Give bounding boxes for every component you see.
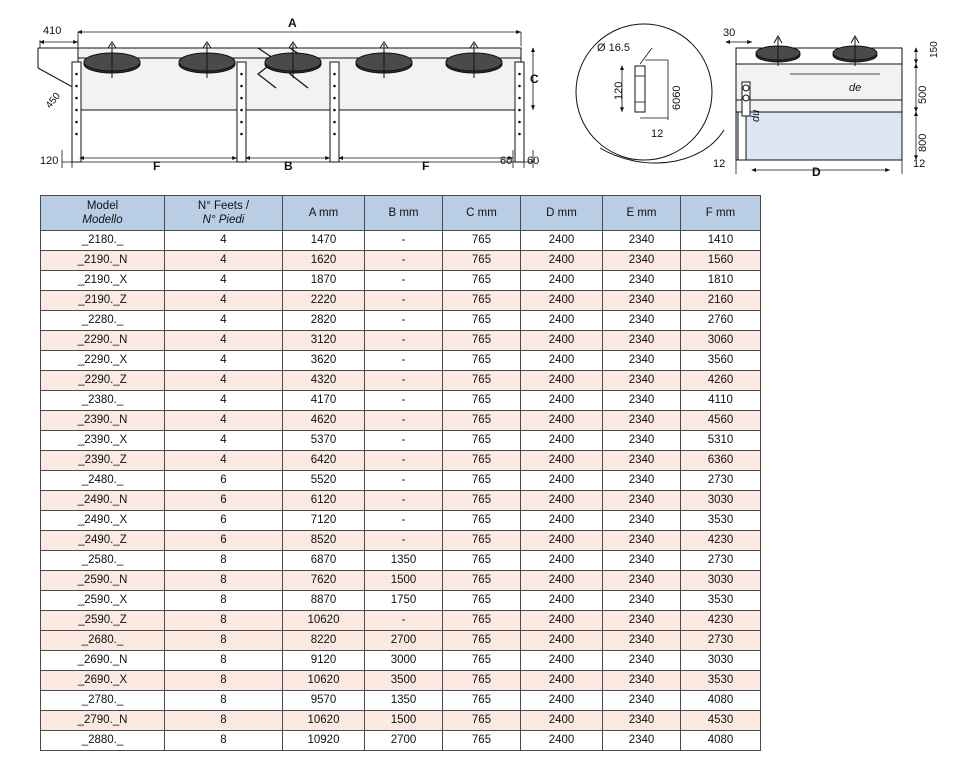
dim-b-label: B [284,159,293,173]
cell-model: _2180._ [41,231,165,251]
cell-b: 3500 [365,671,443,691]
cell-a: 6870 [283,551,365,571]
cell-b: 1350 [365,691,443,711]
cell-model: _2580._ [41,551,165,571]
technical-drawing [0,0,964,185]
cell-feets: 4 [165,311,283,331]
cell-e: 2340 [603,291,681,311]
cell-a: 7620 [283,571,365,591]
cell-c: 765 [443,431,521,451]
cell-a: 7120 [283,511,365,531]
cell-c: 765 [443,571,521,591]
cell-a: 10920 [283,731,365,751]
cell-feets: 8 [165,651,283,671]
cell-a: 8220 [283,631,365,651]
cell-f: 2760 [681,311,761,331]
spec-table [40,195,761,751]
cell-feets: 4 [165,431,283,451]
cell-model: _2290._N [41,331,165,351]
cell-e: 2340 [603,671,681,691]
table-body [41,231,761,751]
cell-a: 10620 [283,611,365,631]
cell-f: 2730 [681,471,761,491]
cell-b: - [365,411,443,431]
cell-c: 765 [443,331,521,351]
cell-b: - [365,331,443,351]
cell-c: 765 [443,551,521,571]
cell-feets: 4 [165,331,283,351]
dim-d-label: D [812,165,821,179]
cell-e: 2340 [603,351,681,371]
cell-model: _2390._X [41,431,165,451]
cell-c: 765 [443,411,521,431]
cell-a: 3120 [283,331,365,351]
dim-c-label: C [530,72,539,86]
cell-f: 3530 [681,591,761,611]
cell-f: 5310 [681,431,761,451]
cell-e: 2340 [603,371,681,391]
cell-f: 4560 [681,411,761,431]
cell-b: - [365,371,443,391]
cell-f: 6360 [681,451,761,471]
cell-c: 765 [443,491,521,511]
table-row [41,371,761,391]
table-row [41,251,761,271]
dim-12-right-label: 12 [913,158,926,170]
cell-model: _2790._N [41,711,165,731]
cell-b: - [365,471,443,491]
cell-feets: 8 [165,591,283,611]
cell-feets: 8 [165,571,283,591]
table-row [41,391,761,411]
cell-d: 2400 [521,671,603,691]
cell-model: _2390._Z [41,451,165,471]
cell-c: 765 [443,311,521,331]
cell-d: 2400 [521,431,603,451]
dim-450-label: 450 [44,90,63,111]
cell-a: 9120 [283,651,365,671]
cell-model: _2590._Z [41,611,165,631]
cell-e: 2340 [603,491,681,511]
table-row [41,531,761,551]
dim-de-label: de [849,82,862,94]
cell-c: 765 [443,391,521,411]
cell-model: _2480._ [41,471,165,491]
table-row [41,651,761,671]
table-row [41,571,761,591]
cell-e: 2340 [603,591,681,611]
col-header-feets-it: N° Piedi [202,214,245,226]
cell-b: - [365,391,443,411]
cell-e: 2340 [603,231,681,251]
table-header-row [41,196,761,231]
table-row [41,611,761,631]
cell-b: - [365,491,443,511]
cell-c: 765 [443,591,521,611]
cell-feets: 6 [165,531,283,551]
cell-feets: 4 [165,451,283,471]
dim-6060-label: 6060 [671,85,683,110]
cell-c: 765 [443,271,521,291]
cell-d: 2400 [521,291,603,311]
cell-f: 4230 [681,611,761,631]
cell-b: 3000 [365,651,443,671]
cell-model: _2290._X [41,351,165,371]
cell-e: 2340 [603,411,681,431]
cell-a: 10620 [283,671,365,691]
cell-d: 2400 [521,611,603,631]
cell-d: 2400 [521,271,603,291]
cell-b: 1350 [365,551,443,571]
col-header-b: B mm [365,196,443,231]
dim-120-left-label: 120 [40,155,59,167]
dim-12-left-label: 12 [713,158,726,170]
cell-a: 4620 [283,411,365,431]
cell-a: 9570 [283,691,365,711]
cell-e: 2340 [603,511,681,531]
col-header-f: F mm [681,196,761,231]
table-row [41,491,761,511]
cell-model: _2590._X [41,591,165,611]
cell-e: 2340 [603,331,681,351]
table-row [41,711,761,731]
col-header-feets [165,196,283,231]
cell-f: 3030 [681,571,761,591]
cell-c: 765 [443,351,521,371]
cell-a: 8520 [283,531,365,551]
cell-model: _2190._Z [41,291,165,311]
cell-b: - [365,431,443,451]
table-row [41,311,761,331]
cell-a: 3620 [283,351,365,371]
cell-c: 765 [443,671,521,691]
table-row [41,331,761,351]
col-header-c: C mm [443,196,521,231]
cell-e: 2340 [603,531,681,551]
cell-d: 2400 [521,531,603,551]
cell-a: 8870 [283,591,365,611]
cell-c: 765 [443,471,521,491]
cell-d: 2400 [521,551,603,571]
table-row [41,511,761,531]
table-row [41,271,761,291]
cell-f: 3530 [681,511,761,531]
cell-feets: 8 [165,551,283,571]
cell-model: _2280._ [41,311,165,331]
cell-model: _2490._X [41,511,165,531]
dim-f-right-label: F [422,159,430,173]
cell-d: 2400 [521,491,603,511]
cell-c: 765 [443,251,521,271]
cell-feets: 4 [165,411,283,431]
cell-a: 4170 [283,391,365,411]
cell-b: - [365,611,443,631]
cell-d: 2400 [521,351,603,371]
table-row [41,691,761,711]
cell-c: 765 [443,451,521,471]
cell-b: 2700 [365,731,443,751]
cell-f: 4080 [681,731,761,751]
cell-feets: 6 [165,511,283,531]
cell-model: _2880._ [41,731,165,751]
table-row [41,351,761,371]
cell-feets: 4 [165,271,283,291]
col-header-d: D mm [521,196,603,231]
dim-30-label: 30 [723,27,736,39]
cell-feets: 8 [165,711,283,731]
dim-diameter-label: Ø 16.5 [597,42,631,54]
cell-e: 2340 [603,651,681,671]
cell-a: 2820 [283,311,365,331]
cell-f: 2160 [681,291,761,311]
cell-f: 3060 [681,331,761,351]
dim-150-label: 150 [929,41,940,58]
cell-e: 2340 [603,271,681,291]
cell-model: _2490._Z [41,531,165,551]
cell-feets: 8 [165,671,283,691]
dim-f-left-label: F [153,159,161,173]
cell-b: - [365,311,443,331]
cell-model: _2190._X [41,271,165,291]
cell-e: 2340 [603,431,681,451]
col-header-model-en: Model [86,200,119,212]
cell-c: 765 [443,611,521,631]
cell-d: 2400 [521,471,603,491]
cell-f: 3530 [681,671,761,691]
cell-c: 765 [443,731,521,751]
dim-60-left-label: 60 [500,155,513,167]
table-row [41,551,761,571]
cell-d: 2400 [521,631,603,651]
cell-model: _2190._N [41,251,165,271]
col-header-feets-en: N° Feets / [197,200,250,212]
cell-model: _2690._X [41,671,165,691]
cell-b: - [365,251,443,271]
cell-model: _2780._ [41,691,165,711]
cell-c: 765 [443,291,521,311]
cell-f: 3560 [681,351,761,371]
table-row [41,591,761,611]
cell-b: 1500 [365,711,443,731]
cell-b: - [365,231,443,251]
cell-d: 2400 [521,331,603,351]
cell-f: 4110 [681,391,761,411]
cell-b: - [365,271,443,291]
cell-f: 4530 [681,711,761,731]
cell-f: 4230 [681,531,761,551]
col-header-model [41,196,165,231]
cell-c: 765 [443,231,521,251]
cell-feets: 8 [165,631,283,651]
cell-b: - [365,351,443,371]
cell-f: 1810 [681,271,761,291]
cell-e: 2340 [603,711,681,731]
cell-d: 2400 [521,371,603,391]
cell-model: _2290._Z [41,371,165,391]
cell-a: 10620 [283,711,365,731]
cell-e: 2340 [603,731,681,751]
dim-500-label: 500 [917,85,929,104]
cell-feets: 4 [165,231,283,251]
cell-e: 2340 [603,611,681,631]
cell-f: 3030 [681,651,761,671]
dim-800-label: 800 [917,133,929,152]
cell-c: 765 [443,651,521,671]
cell-d: 2400 [521,411,603,431]
cell-a: 4320 [283,371,365,391]
dim-60-right-label: 60 [527,155,540,167]
cell-a: 1870 [283,271,365,291]
table-head [41,196,761,231]
cell-a: 5520 [283,471,365,491]
cell-b: - [365,291,443,311]
cell-c: 765 [443,711,521,731]
cell-feets: 6 [165,491,283,511]
cell-e: 2340 [603,571,681,591]
cell-e: 2340 [603,311,681,331]
cell-feets: 4 [165,391,283,411]
table-row [41,431,761,451]
cell-feets: 4 [165,251,283,271]
table-row [41,671,761,691]
cell-model: _2690._N [41,651,165,671]
table-row [41,451,761,471]
cell-model: _2680._ [41,631,165,651]
cell-b: 1500 [365,571,443,591]
cell-e: 2340 [603,631,681,651]
cell-c: 765 [443,511,521,531]
cell-d: 2400 [521,231,603,251]
cell-d: 2400 [521,251,603,271]
cell-b: 2700 [365,631,443,651]
cell-e: 2340 [603,251,681,271]
cell-feets: 8 [165,691,283,711]
cell-d: 2400 [521,711,603,731]
col-header-model-it: Modello [82,214,123,226]
cell-d: 2400 [521,651,603,671]
cell-c: 765 [443,691,521,711]
cell-feets: 8 [165,731,283,751]
cell-d: 2400 [521,571,603,591]
cell-d: 2400 [521,511,603,531]
cell-e: 2340 [603,691,681,711]
cell-f: 1410 [681,231,761,251]
dim-a-label: A [288,16,297,30]
table-row [41,471,761,491]
cell-model: _2490._N [41,491,165,511]
cell-d: 2400 [521,731,603,751]
cell-d: 2400 [521,451,603,471]
cell-a: 6420 [283,451,365,471]
cell-f: 4080 [681,691,761,711]
cell-e: 2340 [603,451,681,471]
cell-f: 2730 [681,551,761,571]
cell-a: 2220 [283,291,365,311]
cell-e: 2340 [603,551,681,571]
table-row [41,631,761,651]
cell-b: - [365,451,443,471]
cell-c: 765 [443,631,521,651]
dim-du-label: du [750,109,762,122]
cell-d: 2400 [521,391,603,411]
cell-d: 2400 [521,591,603,611]
cell-model: _2390._N [41,411,165,431]
cell-d: 2400 [521,691,603,711]
table-row [41,411,761,431]
cell-feets: 6 [165,471,283,491]
cell-c: 765 [443,371,521,391]
cell-b: 1750 [365,591,443,611]
cell-feets: 8 [165,611,283,631]
cell-f: 4260 [681,371,761,391]
cell-c: 765 [443,531,521,551]
spec-table-container [40,195,736,751]
cell-f: 2730 [681,631,761,651]
cell-feets: 4 [165,371,283,391]
cell-a: 1470 [283,231,365,251]
cell-feets: 4 [165,291,283,311]
col-header-a: A mm [283,196,365,231]
cell-b: - [365,531,443,551]
cell-e: 2340 [603,471,681,491]
table-row [41,231,761,251]
dim-120-label: 120 [613,81,625,100]
drawing-svg [0,0,964,185]
table-row [41,731,761,751]
cell-a: 5370 [283,431,365,451]
dim-12-label: 12 [651,128,664,140]
cell-e: 2340 [603,391,681,411]
cell-f: 3030 [681,491,761,511]
cell-feets: 4 [165,351,283,371]
cell-b: - [365,511,443,531]
cell-model: _2380._ [41,391,165,411]
cell-a: 1620 [283,251,365,271]
table-row [41,291,761,311]
cell-model: _2590._N [41,571,165,591]
cell-a: 6120 [283,491,365,511]
cell-f: 1560 [681,251,761,271]
col-header-e: E mm [603,196,681,231]
dim-410-label: 410 [43,25,62,37]
cell-d: 2400 [521,311,603,331]
